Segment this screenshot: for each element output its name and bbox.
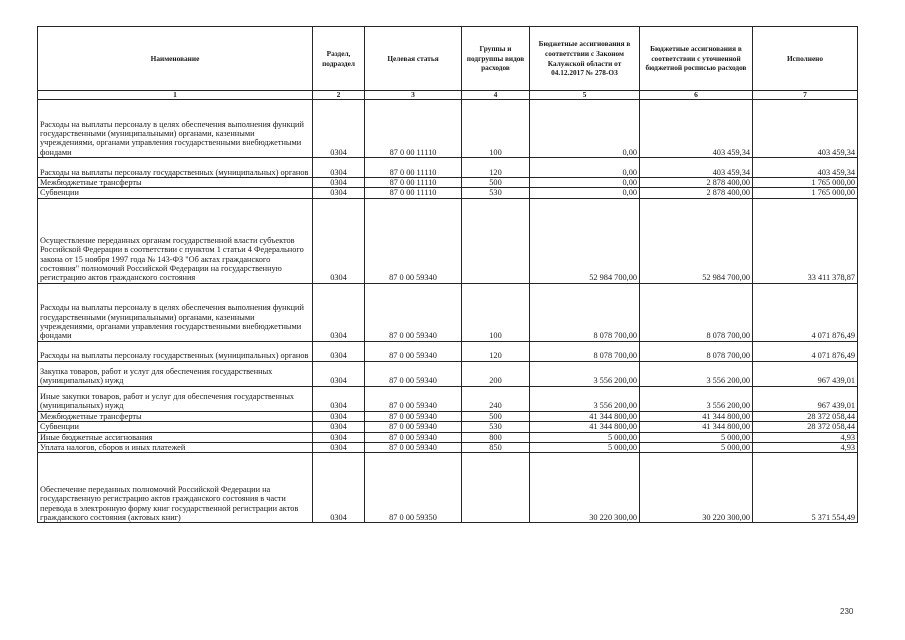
row-group: 850 [462, 442, 530, 452]
row-executed: 1 765 000,00 [753, 188, 858, 198]
row-group: 200 [462, 361, 530, 386]
header-budget-refined: Бюджетные ассигнования в соответствии с уточненной бюджетной росписью расходов [640, 27, 753, 91]
row-budget-law: 3 556 200,00 [530, 386, 640, 411]
header-target: Целевая статья [365, 27, 462, 91]
row-name: Уплата налогов, сборов и иных платежей [38, 442, 313, 452]
row-executed: 403 459,34 [753, 100, 858, 158]
page-number: 230 [840, 607, 854, 616]
row-executed: 1 765 000,00 [753, 178, 858, 188]
column-number-row [38, 91, 858, 100]
row-target: 87 0 00 11110 [365, 178, 462, 188]
row-section: 0304 [313, 411, 365, 421]
row-budget-refined: 8 078 700,00 [640, 341, 753, 361]
row-name: Субвенции [38, 422, 313, 432]
row-name: Межбюджетные трансферты [38, 411, 313, 421]
row-target: 87 0 00 11110 [365, 188, 462, 198]
row-group: 240 [462, 386, 530, 411]
row-group: 100 [462, 100, 530, 158]
row-budget-law: 0,00 [530, 100, 640, 158]
row-budget-law: 8 078 700,00 [530, 341, 640, 361]
table-row [38, 442, 858, 452]
row-budget-refined: 5 000,00 [640, 432, 753, 442]
row-budget-law: 0,00 [530, 188, 640, 198]
row-budget-refined: 52 984 700,00 [640, 198, 753, 283]
row-target: 87 0 00 59340 [365, 411, 462, 421]
header-row [38, 27, 858, 91]
row-target: 87 0 00 59340 [365, 386, 462, 411]
row-budget-law: 5 000,00 [530, 442, 640, 452]
row-group: 120 [462, 341, 530, 361]
row-group: 530 [462, 188, 530, 198]
budget-table [37, 26, 858, 523]
row-group [462, 198, 530, 283]
header-executed: Исполнено [753, 27, 858, 91]
row-budget-refined: 2 878 400,00 [640, 178, 753, 188]
row-section: 0304 [313, 158, 365, 178]
row-group: 100 [462, 283, 530, 341]
row-target: 87 0 00 59340 [365, 432, 462, 442]
row-section: 0304 [313, 453, 365, 523]
row-budget-law: 0,00 [530, 158, 640, 178]
row-target: 87 0 00 59340 [365, 198, 462, 283]
row-name: Расходы на выплаты персоналу государственных (муниципальных) органов [38, 158, 313, 178]
row-executed: 403 459,34 [753, 158, 858, 178]
row-name: Иные закупки товаров, работ и услуг для обеспечения государственных (муниципальных) нужд [38, 386, 313, 411]
header-groups: Группы и подгруппы видов расходов [462, 27, 530, 91]
row-section: 0304 [313, 361, 365, 386]
row-budget-refined: 5 000,00 [640, 442, 753, 452]
row-name: Иные бюджетные ассигнования [38, 432, 313, 442]
row-section: 0304 [313, 432, 365, 442]
row-target: 87 0 00 59340 [365, 341, 462, 361]
column-number: 3 [365, 91, 462, 100]
table-row [38, 422, 858, 432]
row-name: Закупка товаров, работ и услуг для обеспечения государственных (муниципальных) нужд [38, 361, 313, 386]
row-target: 87 0 00 59350 [365, 453, 462, 523]
table-row [38, 453, 858, 523]
row-section: 0304 [313, 442, 365, 452]
table-row [38, 361, 858, 386]
row-section: 0304 [313, 341, 365, 361]
table-row [38, 341, 858, 361]
row-name: Обеспечение переданных полномочий Российской Федерации на государственную регистрацию актов гражданского состояния в части перевода в электронную форму книг государственной регистрации актов гражданского состояния (актовых книг) [38, 453, 313, 523]
row-section: 0304 [313, 100, 365, 158]
row-budget-refined: 8 078 700,00 [640, 283, 753, 341]
row-section: 0304 [313, 422, 365, 432]
row-budget-refined: 41 344 800,00 [640, 411, 753, 421]
table-row [38, 283, 858, 341]
row-group: 500 [462, 178, 530, 188]
column-number: 2 [313, 91, 365, 100]
table-row [38, 188, 858, 198]
row-target: 87 0 00 59340 [365, 361, 462, 386]
row-target: 87 0 00 59340 [365, 442, 462, 452]
row-executed: 4 071 876,49 [753, 341, 858, 361]
row-executed: 967 439,01 [753, 386, 858, 411]
row-name: Расходы на выплаты персоналу в целях обеспечения выполнения функций государственными (муниципальными) органами, казенными учреждениями, органами управления государственными внебюджетными фондами [38, 100, 313, 158]
row-name: Субвенции [38, 188, 313, 198]
row-group: 500 [462, 411, 530, 421]
table-row [38, 178, 858, 188]
row-target: 87 0 00 59340 [365, 422, 462, 432]
row-target: 87 0 00 59340 [365, 283, 462, 341]
header-name: Наименование [38, 27, 313, 91]
row-executed: 4 071 876,49 [753, 283, 858, 341]
row-budget-refined: 403 459,34 [640, 158, 753, 178]
row-budget-refined: 2 878 400,00 [640, 188, 753, 198]
row-budget-law: 52 984 700,00 [530, 198, 640, 283]
column-number: 5 [530, 91, 640, 100]
row-budget-refined: 41 344 800,00 [640, 422, 753, 432]
row-executed: 4,93 [753, 442, 858, 452]
row-group: 120 [462, 158, 530, 178]
row-group: 530 [462, 422, 530, 432]
table-row [38, 198, 858, 283]
row-executed: 33 411 378,87 [753, 198, 858, 283]
row-budget-law: 0,00 [530, 178, 640, 188]
row-budget-refined: 403 459,34 [640, 100, 753, 158]
column-number: 4 [462, 91, 530, 100]
row-section: 0304 [313, 283, 365, 341]
table-row [38, 158, 858, 178]
row-target: 87 0 00 11110 [365, 100, 462, 158]
column-number: 7 [753, 91, 858, 100]
row-section: 0304 [313, 178, 365, 188]
row-executed: 28 372 058,44 [753, 422, 858, 432]
header-budget-law: Бюджетные ассигнования в соответствии с Законом Калужской области от 04.12.2017 № 278-ОЗ [530, 27, 640, 91]
row-name: Осуществление переданных органам государственной власти субъектов Российской Федерации в соответствии с пунктом 1 статьи 4 Федерального закона от 15 ноября 1997 года № 143-ФЗ "Об актах гражданского состояния" полномочий Российской Федерации на государственную регистрацию актов гражданского состояния [38, 198, 313, 283]
row-budget-law: 30 220 300,00 [530, 453, 640, 523]
header-section: Раздел, подраздел [313, 27, 365, 91]
row-budget-refined: 3 556 200,00 [640, 361, 753, 386]
row-executed: 967 439,01 [753, 361, 858, 386]
row-name: Межбюджетные трансферты [38, 178, 313, 188]
row-group [462, 453, 530, 523]
column-number: 1 [38, 91, 313, 100]
row-section: 0304 [313, 198, 365, 283]
column-number: 6 [640, 91, 753, 100]
row-budget-law: 41 344 800,00 [530, 411, 640, 421]
row-budget-law: 3 556 200,00 [530, 361, 640, 386]
row-section: 0304 [313, 188, 365, 198]
table-row [38, 100, 858, 158]
row-budget-law: 5 000,00 [530, 432, 640, 442]
row-executed: 28 372 058,44 [753, 411, 858, 421]
row-budget-refined: 3 556 200,00 [640, 386, 753, 411]
row-budget-refined: 30 220 300,00 [640, 453, 753, 523]
row-name: Расходы на выплаты персоналу в целях обеспечения выполнения функций государственными (муниципальными) органами, казенными учреждениями, органами управления государственными внебюджетными фондами [38, 283, 313, 341]
row-executed: 5 371 554,49 [753, 453, 858, 523]
table-row [38, 411, 858, 421]
row-executed: 4,93 [753, 432, 858, 442]
row-target: 87 0 00 11110 [365, 158, 462, 178]
row-budget-law: 8 078 700,00 [530, 283, 640, 341]
row-budget-law: 41 344 800,00 [530, 422, 640, 432]
table-row [38, 432, 858, 442]
row-group: 800 [462, 432, 530, 442]
row-name: Расходы на выплаты персоналу государственных (муниципальных) органов [38, 341, 313, 361]
row-section: 0304 [313, 386, 365, 411]
table-row [38, 386, 858, 411]
